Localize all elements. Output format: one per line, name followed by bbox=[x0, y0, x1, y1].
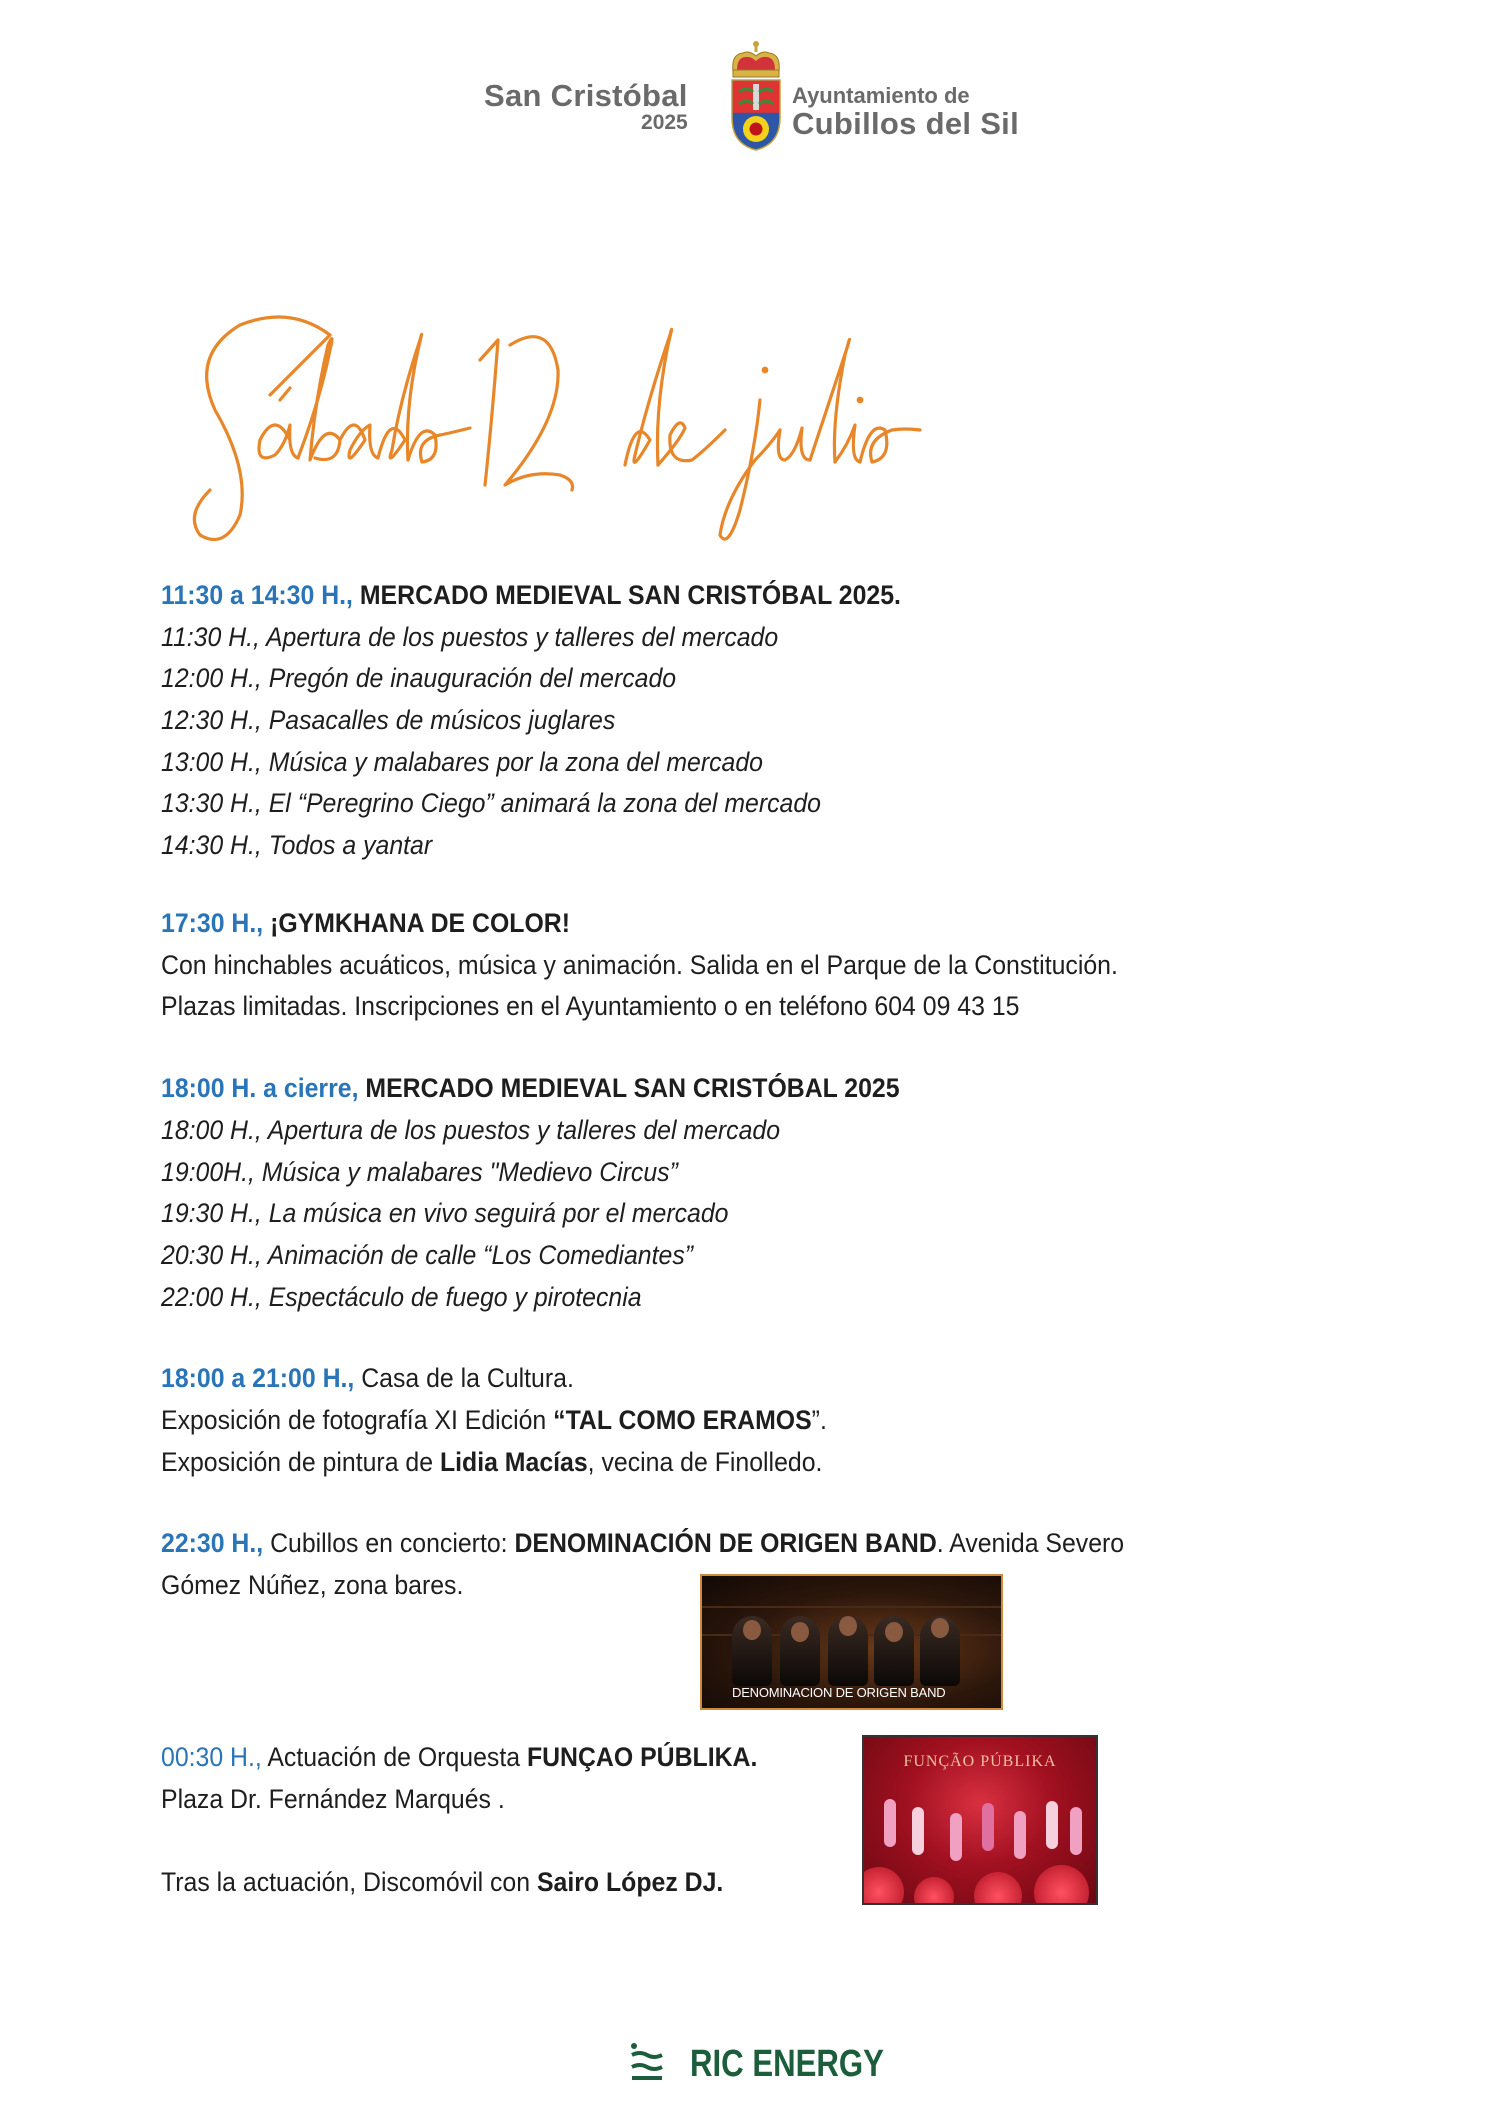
section-heading: Casa de la Cultura. bbox=[354, 1363, 574, 1393]
sponsor-name: RIC ENERGY bbox=[690, 2042, 884, 2085]
schedule-item: 13:00 H., Música y malabares por la zona del mercado bbox=[161, 747, 763, 777]
schedule-item: 19:00H., Música y malabares "Medievo Circus” bbox=[161, 1157, 678, 1187]
organization-name bbox=[792, 84, 1019, 140]
orchestra-location: Plaza Dr. Fernández Marqués . bbox=[161, 1784, 505, 1814]
text: , vecina de Finolledo. bbox=[587, 1447, 823, 1477]
section-time: 18:00 a 21:00 H., bbox=[161, 1363, 355, 1393]
event-year: 2025 bbox=[641, 111, 688, 134]
section-heading: MERCADO MEDIEVAL SAN CRISTÓBAL 2025. bbox=[352, 580, 901, 610]
text: Actuación de Orquesta bbox=[261, 1742, 527, 1772]
schedule-item: 13:30 H., El “Peregrino Ciego” animará la zona del mercado bbox=[161, 788, 821, 818]
section-mercado-manana-heading bbox=[161, 578, 901, 612]
exhibition-title: “TAL COMO ERAMOS bbox=[553, 1405, 812, 1435]
schedule-item: 18:00 H., Apertura de los puestos y talleres del mercado bbox=[161, 1115, 781, 1145]
orchestra-poster bbox=[862, 1735, 1098, 1905]
schedule-item: 19:30 H., La música en vivo seguirá por el mercado bbox=[161, 1198, 729, 1228]
section-heading: ¡GYMKHANA DE COLOR! bbox=[263, 908, 570, 938]
section-description: Con hinchables acuáticos, música y animación. Salida en el Parque de la Constitución. bbox=[161, 950, 1118, 980]
script-title-graphic bbox=[180, 300, 1360, 560]
org-line-1: Ayuntamiento de bbox=[792, 83, 970, 108]
org-line-2: Cubillos del Sil bbox=[792, 106, 1019, 141]
page-title bbox=[180, 300, 1360, 560]
orchestra-name: FUNÇAO PÚBLIKA. bbox=[526, 1742, 758, 1772]
text: Cubillos en concierto: bbox=[263, 1528, 515, 1558]
schedule-item: 12:00 H., Pregón de inauguración del mercado bbox=[161, 663, 677, 693]
schedule-item: 22:00 H., Espectáculo de fuego y pirotecnia bbox=[161, 1282, 642, 1312]
section-mercado-tarde-heading bbox=[161, 1071, 900, 1105]
event-name: San Cristóbal bbox=[484, 78, 688, 113]
wave-lines-icon bbox=[630, 2042, 664, 2086]
section-time: 00:30 H., bbox=[161, 1742, 262, 1772]
section-orquesta-heading bbox=[161, 1740, 757, 1774]
band-name: DENOMINACIÓN DE ORIGEN BAND bbox=[514, 1528, 937, 1558]
section-concierto-heading bbox=[161, 1526, 1124, 1560]
concert-location: Gómez Núñez, zona bares. bbox=[161, 1570, 464, 1600]
section-casa-cultura-heading bbox=[161, 1361, 574, 1395]
schedule-item: 14:30 H., Todos a yantar bbox=[161, 830, 433, 860]
section-heading: MERCADO MEDIEVAL SAN CRISTÓBAL 2025 bbox=[358, 1073, 900, 1103]
event-brand bbox=[484, 80, 688, 134]
exhibition-photo-line bbox=[161, 1403, 827, 1437]
text: . Avenida Severo bbox=[936, 1528, 1125, 1558]
orchestra-poster-title: FUNÇÃO PÚBLIKA bbox=[903, 1753, 1057, 1770]
text: Exposición de fotografía XI Edición bbox=[161, 1405, 554, 1435]
coat-of-arms-icon bbox=[727, 40, 785, 152]
text: Tras la actuación, Discomóvil con bbox=[161, 1867, 537, 1897]
schedule-item: 20:30 H., Animación de calle “Los Comediantes” bbox=[161, 1240, 694, 1270]
section-time: 11:30 a 14:30 H., bbox=[161, 580, 353, 610]
section-time: 17:30 H., bbox=[161, 908, 264, 938]
section-time: 22:30 H., bbox=[161, 1528, 264, 1558]
band-photo bbox=[700, 1574, 1003, 1710]
schedule-item: 12:30 H., Pasacalles de músicos juglares bbox=[161, 705, 616, 735]
discomovil-line bbox=[161, 1865, 723, 1899]
text: ”. bbox=[811, 1405, 827, 1435]
section-gymkhana-heading bbox=[161, 906, 570, 940]
schedule-item: 11:30 H., Apertura de los puestos y talleres del mercado bbox=[161, 622, 779, 652]
band-photo-caption: DENOMINACION DE ORIGEN BAND bbox=[732, 1685, 946, 1700]
sponsor-logo bbox=[630, 2042, 926, 2086]
section-time: 18:00 H. a cierre, bbox=[161, 1073, 359, 1103]
section-description: Plazas limitadas. Inscripciones en el Ayuntamiento o en teléfono 604 09 43 15 bbox=[161, 991, 1020, 1021]
artist-name: Lidia Macías bbox=[439, 1447, 588, 1477]
exhibition-painting-line bbox=[161, 1445, 822, 1479]
text: Exposición de pintura de bbox=[161, 1447, 440, 1477]
dj-name: Sairo López DJ. bbox=[536, 1867, 724, 1897]
